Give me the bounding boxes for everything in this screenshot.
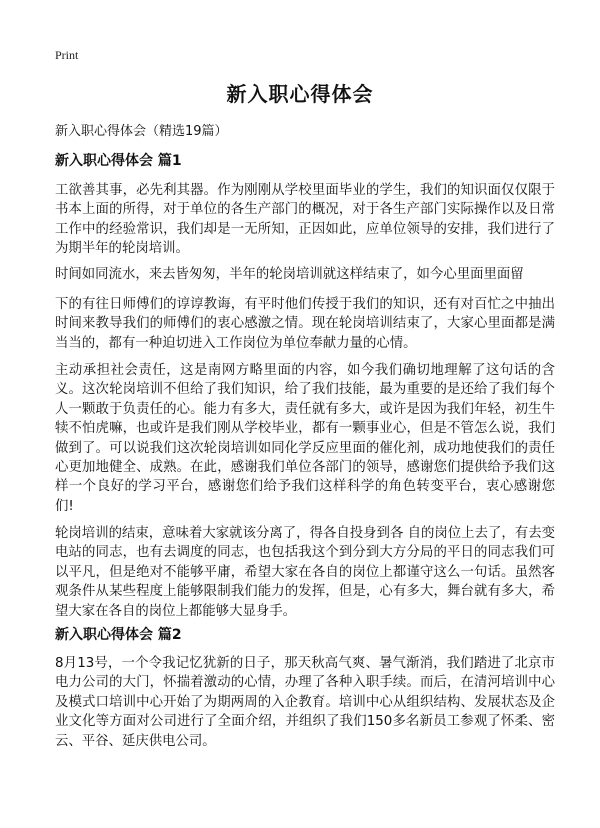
section-heading-1: 新入职心得体会 篇1 bbox=[55, 153, 182, 169]
paragraph-1-5: 轮岗培训的结束，意味着大家就该分离了，得各自投身到各 自的岗位上去了，有去变电站的同志，也有去调度的同志，也包括我这个到分到大方分局的平日的同志我们可以平凡，但是绝对不能够平庸，希望大家在各自的岗位上都谨守这么一句话。虽然客观条件从某些程度上能够限制我们能力的发挥，但是，心有多大，舞台就有多大，希望大家在各自的岗位上都能够大显身手。 bbox=[55, 526, 555, 619]
print-link[interactable]: Print bbox=[55, 48, 79, 62]
paragraph-2-1: 8月13号，一个令我记忆犹新的日子，那天秋高气爽、暑气渐消，我们踏进了北京市电力公司的大门，怀揣着激动的心情，办理了各种入职手续。而后，在清河培训中心及模式口培训中心开始了为期两周的入企教育。培训中心从组织结构、发展状态及企业文化等方面对公司进行了全面介绍，并组织了我们150多名新员工参观了怀柔、密云、平谷、延庆供电公司。 bbox=[55, 656, 555, 749]
paragraph-1-3: 下的有往日师傅们的谆谆教诲，有平时他们传授于我们的知识，还有对百忙之中抽出时间来教导我们的师傅们的衷心感激之情。现在轮岗培训结束了，大家心里面都是满当当的，都有一种迫切进入工作岗位为单位奉献力量的心情。 bbox=[55, 297, 555, 351]
paragraph-1-1: 工欲善其事，必先利其器。作为刚刚从学校里面毕业的学生，我们的知识面仅仅限于书本上面的所得，对于单位的各生产部门的概况，对于各生产部门实际操作以及日常工作中的经验常识，我们却是一无所知，正因如此，应单位领导的安排，我们进行了为期半年的轮岗培训。 bbox=[55, 183, 555, 257]
section-heading-2: 新入职心得体会 篇2 bbox=[55, 627, 182, 643]
document-title: 新入职心得体会 bbox=[226, 82, 374, 106]
paragraph-1-4: 主动承担社会责任，这是南网方略里面的内容，如今我们确切地理解了这句话的含义。这次轮岗培训不但给了我们知识，给了我们技能，最为重要的是还给了我们每个人一颗敢于负责任的心。能力有多大，责任就有多大，或许是因为我们年轻，初生牛犊不怕虎嘛，也或许是我们刚从学校毕业，都有一颗事业心，但是不管怎么说，我们做到了。可以说我们这次轮岗培训如同化学反应里面的催化剂，成功地使我们的责任心更加地健全、成熟。在此，感谢我们单位各部门的领导，感谢您们提供给予我们这样一个良好的学习平台，感谢您们给予我们这样科学的角色转变平台，衷心感谢您们! bbox=[55, 363, 555, 514]
document-subtitle: 新入职心得体会（精选19篇） bbox=[55, 124, 228, 139]
paragraph-1-2: 时间如同流水，来去皆匆匆，半年的轮岗培训就这样结束了，如今心里面里面留 bbox=[55, 267, 524, 282]
